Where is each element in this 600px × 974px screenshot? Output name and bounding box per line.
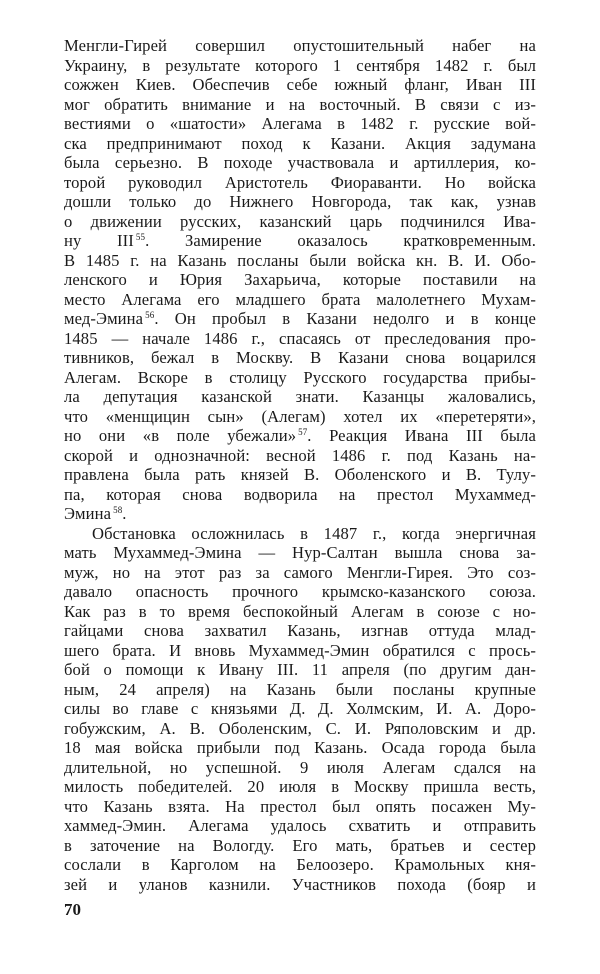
page-number: 70	[64, 900, 81, 919]
text-line	[64, 426, 536, 446]
text-line	[64, 485, 536, 505]
line-text: ну III	[64, 231, 134, 250]
text-line	[64, 309, 536, 329]
line-text: но они «в поле убежали»	[64, 426, 297, 445]
text-line	[64, 875, 536, 895]
text-line	[64, 836, 536, 856]
line-text-continued: .	[122, 504, 127, 523]
line-text: В 1485 г. на Казань посланы были войска кн. В. И. Обо-	[64, 250, 536, 270]
footnote-reference: 56	[145, 310, 155, 320]
line-text: 18 мая войска прибыли под Казань. Осада города была	[64, 738, 536, 757]
text-line	[64, 56, 536, 76]
text-line	[64, 816, 536, 836]
line-text: ленского и Юрия Захарьича, которые поставили на	[64, 270, 536, 289]
line-text: длительной, но успешной. 9 июля Алегам сдался на	[64, 757, 536, 777]
line-text: ным, 24 апреля) на Казань были посланы крупные	[64, 679, 536, 699]
text-line	[64, 641, 536, 661]
text-line	[64, 75, 536, 95]
text-line	[64, 407, 536, 427]
text-line	[64, 621, 536, 641]
text-line	[64, 192, 536, 212]
line-text: мог обратить внимание и на восточный. В связи с из-	[64, 94, 536, 114]
line-text: гайцами снова захватил Казань, изгнав оттуда млад-	[64, 621, 536, 640]
line-text: место Алегама его младшего брата малолетнего Мухам-	[64, 289, 536, 309]
line-text-continued: . Замирение оказалось кратковременным.	[145, 231, 536, 250]
text-line	[64, 855, 536, 875]
text-line	[64, 543, 536, 563]
text-line	[64, 660, 536, 680]
text-line	[64, 738, 536, 758]
text-line	[64, 797, 536, 817]
line-text: скорой и однозначной: весной 1486 г. под Казань на-	[64, 445, 536, 465]
text-line	[64, 387, 536, 407]
line-text: торой руководил Аристотель Фиораванти. Но войска	[64, 172, 536, 192]
line-text: Алегам. Вскоре в столицу Русского государства прибы-	[64, 367, 536, 387]
text-line	[64, 212, 536, 232]
footnote-reference: 57	[298, 427, 308, 437]
line-text: ла депутация казанской знати. Казанцы жаловались,	[64, 387, 536, 406]
line-text: муж, но на этот раз за самого Менгли-Гирея. Это соз-	[64, 562, 536, 582]
line-text: сослали в Карголом на Белоозеро. Крамольных кня-	[64, 855, 536, 874]
line-text: хаммед-Эмин. Алегама удалось схватить и отправить	[64, 816, 536, 835]
footnote-reference: 55	[135, 232, 146, 242]
text-line	[64, 602, 536, 622]
line-text: Украину, в результате которого 1 сентября 1482 г. был	[64, 55, 536, 75]
line-text: правлена была рать князей В. Оболенского и В. Тулу-	[64, 465, 536, 484]
line-text: что Казань взята. На престол был опять посажен Му-	[64, 796, 536, 816]
text-line	[64, 290, 536, 310]
text-line	[64, 173, 536, 193]
text-line	[64, 231, 536, 251]
text-line	[64, 504, 536, 524]
line-text: шего брата. И вновь Мухаммед-Эмин обратился с прось-	[64, 640, 536, 660]
text-line	[64, 719, 536, 739]
line-text: о движении русских, казанский царь подчинился Ива-	[64, 211, 536, 231]
line-text: в заточение на Вологду. Его мать, братьев и сестер	[64, 835, 536, 855]
text-line	[64, 270, 536, 290]
text-line	[64, 134, 536, 154]
page-body-text	[64, 36, 536, 894]
line-text: сожжен Киев. Обеспечив себе южный фланг, Иван III	[64, 75, 536, 94]
text-line	[64, 114, 536, 134]
text-line	[64, 95, 536, 115]
line-text: Менгли-Гирей совершил опустошительный набег на	[64, 36, 536, 55]
line-text: милость победителей. 20 июля в Москву пришла весть,	[64, 777, 536, 796]
text-line	[64, 524, 536, 544]
text-line	[64, 758, 536, 778]
line-text: силы во главе с князьями Д. Д. Холмским, И. А. Доро-	[64, 699, 536, 718]
line-text: Обстановка осложнилась в 1487 г., когда энергичная	[92, 523, 536, 543]
line-text: что «менщицин сын» (Алегам) хотел их «перетеряти»,	[64, 406, 536, 426]
text-line	[64, 465, 536, 485]
line-text: зей и уланов казнили. Участников похода (бояр и	[64, 874, 536, 894]
text-line	[64, 563, 536, 583]
line-text: ска предпринимают поход к Казани. Акция задумана	[64, 133, 536, 153]
text-line	[64, 680, 536, 700]
line-text: мед-Эмина	[64, 309, 144, 328]
line-text: Эмина	[64, 504, 112, 523]
line-text: вестиями о «шатости» Алегама в 1482 г. русские вой-	[64, 114, 536, 133]
text-line	[64, 582, 536, 602]
line-text: Как раз в то время беспокойный Алегам в союзе с но-	[64, 601, 536, 621]
text-line	[64, 251, 536, 271]
text-line	[64, 777, 536, 797]
text-line	[64, 368, 536, 388]
line-text: была серьезно. В походе участвовала и артиллерия, ко-	[64, 153, 536, 172]
text-line	[64, 329, 536, 349]
line-text: 1485 — начале 1486 г., спасаясь от преследования про-	[64, 328, 536, 348]
text-line	[64, 348, 536, 368]
line-text-continued: . Он пробыл в Казани недолго и в конце	[154, 309, 536, 328]
text-line	[64, 153, 536, 173]
line-text: гобужским, А. В. Оболенским, С. И. Ряполовским и др.	[64, 718, 536, 738]
line-text: па, которая снова водворила на престол Мухаммед-	[64, 484, 536, 504]
text-line	[64, 699, 536, 719]
text-line	[64, 446, 536, 466]
text-line	[64, 36, 536, 56]
footnote-reference: 58	[113, 505, 123, 515]
line-text: дошли только до Нижнего Новгорода, так как, узнав	[64, 192, 536, 211]
line-text: тивников, бежал в Москву. В Казани снова воцарился	[64, 348, 536, 367]
line-text-continued: . Реакция Ивана III была	[307, 426, 536, 445]
line-text: бой о помощи к Ивану III. 11 апреля (по другим дан-	[64, 660, 536, 679]
line-text: давало опасность прочного крымско-казанского союза.	[64, 582, 536, 601]
line-text: мать Мухаммед-Эмина — Нур-Салтан вышла снова за-	[64, 543, 536, 562]
